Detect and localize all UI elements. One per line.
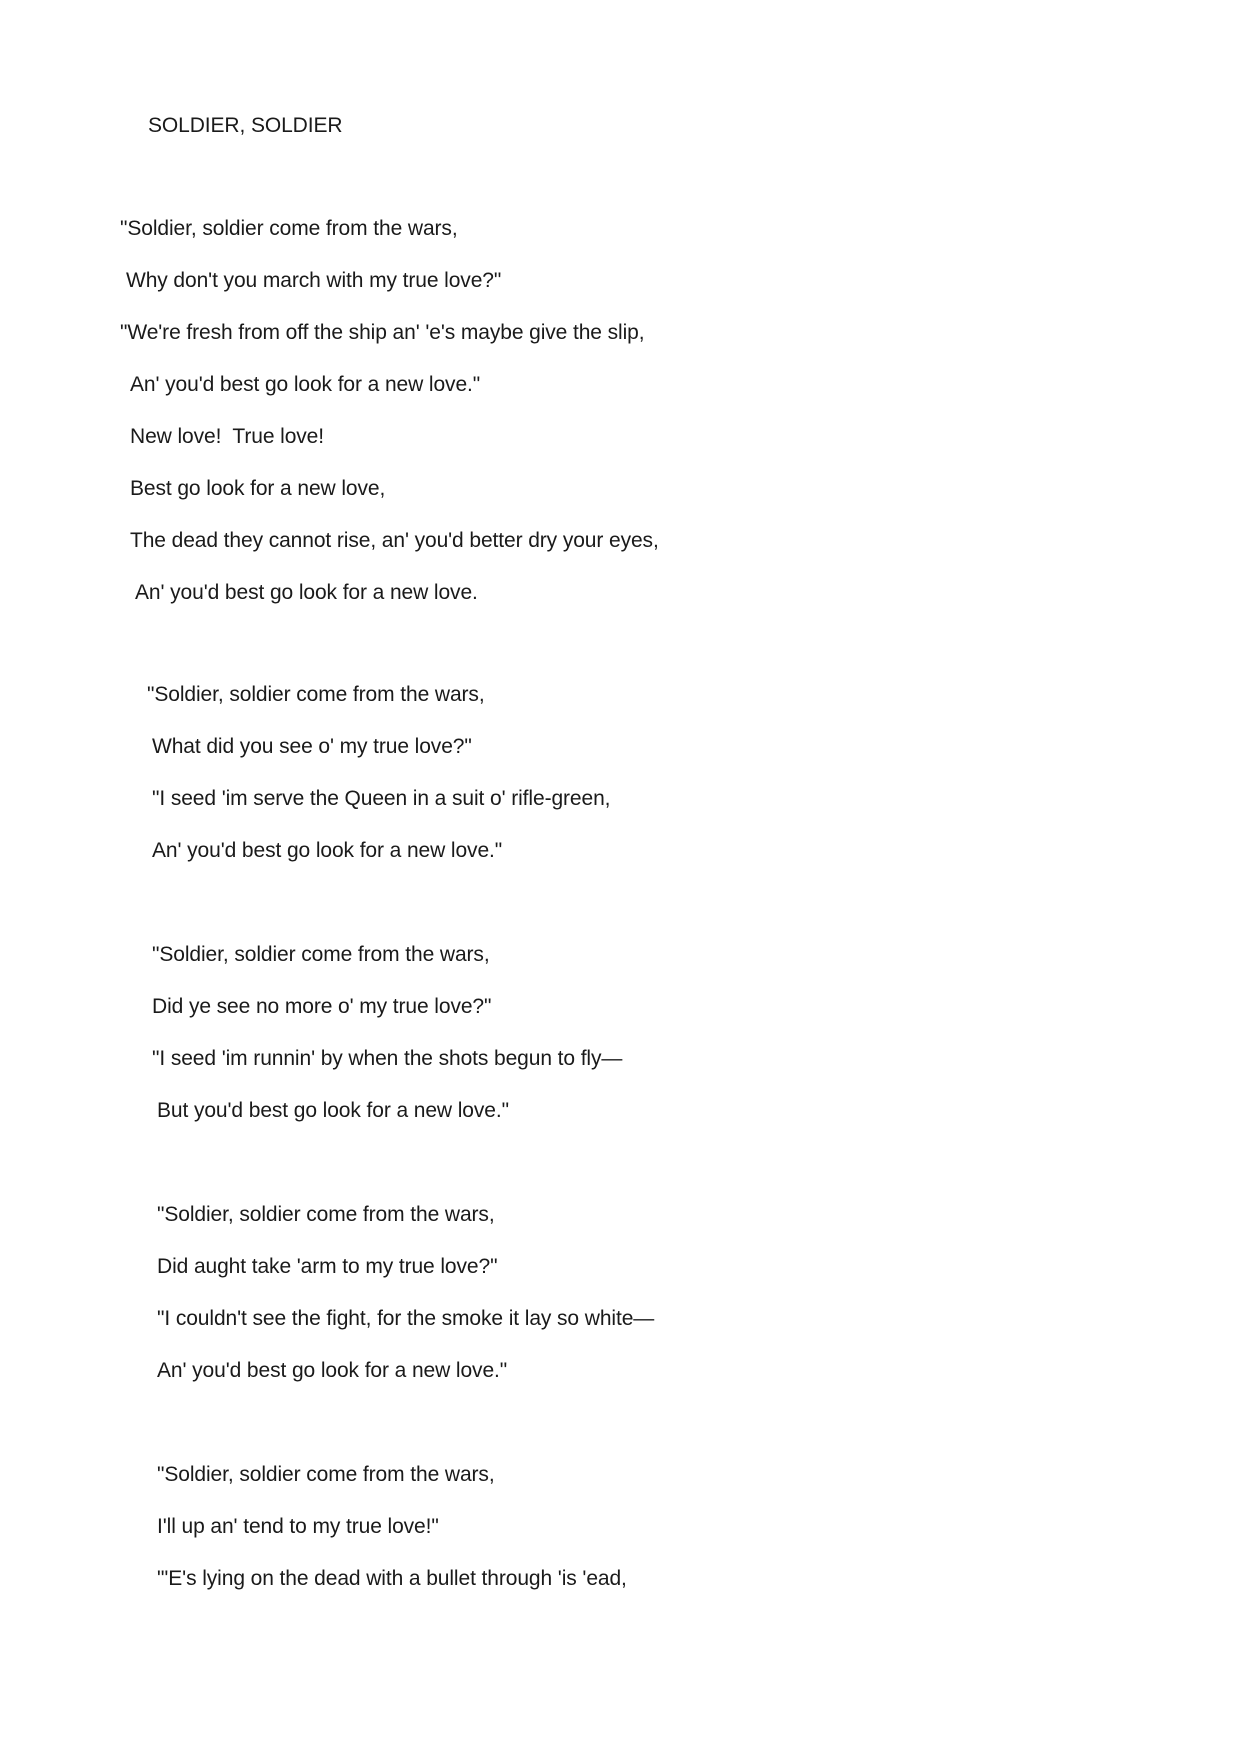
poem-line: New love! True love!: [130, 425, 324, 448]
poem-line: Why don't you march with my true love?": [126, 269, 502, 292]
poem-line: Did aught take 'arm to my true love?": [157, 1255, 498, 1278]
poem-line: An' you'd best go look for a new love.: [135, 581, 478, 604]
poem-line: "Soldier, soldier come from the wars,: [157, 1203, 495, 1226]
poem-line: "Soldier, soldier come from the wars,: [147, 683, 485, 706]
poem-title: SOLDIER, SOLDIER: [148, 114, 343, 137]
poem-line: "Soldier, soldier come from the wars,: [152, 943, 490, 966]
poem-line: Did ye see no more o' my true love?": [152, 995, 492, 1018]
poem-line: What did you see o' my true love?": [152, 735, 472, 758]
poem-line: But you'd best go look for a new love.": [157, 1099, 509, 1122]
poem-line: "Soldier, soldier come from the wars,: [120, 217, 458, 240]
poem-line: "We're fresh from off the ship an' 'e's maybe give the slip,: [120, 321, 645, 344]
poem-line: The dead they cannot rise, an' you'd better dry your eyes,: [130, 529, 659, 552]
poem-line: An' you'd best go look for a new love.": [152, 839, 503, 862]
poem-line: I'll up an' tend to my true love!": [157, 1515, 439, 1538]
poem-line: An' you'd best go look for a new love.": [157, 1359, 508, 1382]
poem-line: "I seed 'im runnin' by when the shots begun to fly—: [152, 1047, 623, 1070]
poem-line: "I couldn't see the fight, for the smoke it lay so white—: [157, 1307, 655, 1330]
poem-line: Best go look for a new love,: [130, 477, 386, 500]
poem-line: "I seed 'im serve the Queen in a suit o' rifle-green,: [152, 787, 611, 810]
poem-line: An' you'd best go look for a new love.": [130, 373, 481, 396]
poem-line: "Soldier, soldier come from the wars,: [157, 1463, 495, 1486]
poem-line: "'E's lying on the dead with a bullet through 'is 'ead,: [157, 1567, 627, 1590]
